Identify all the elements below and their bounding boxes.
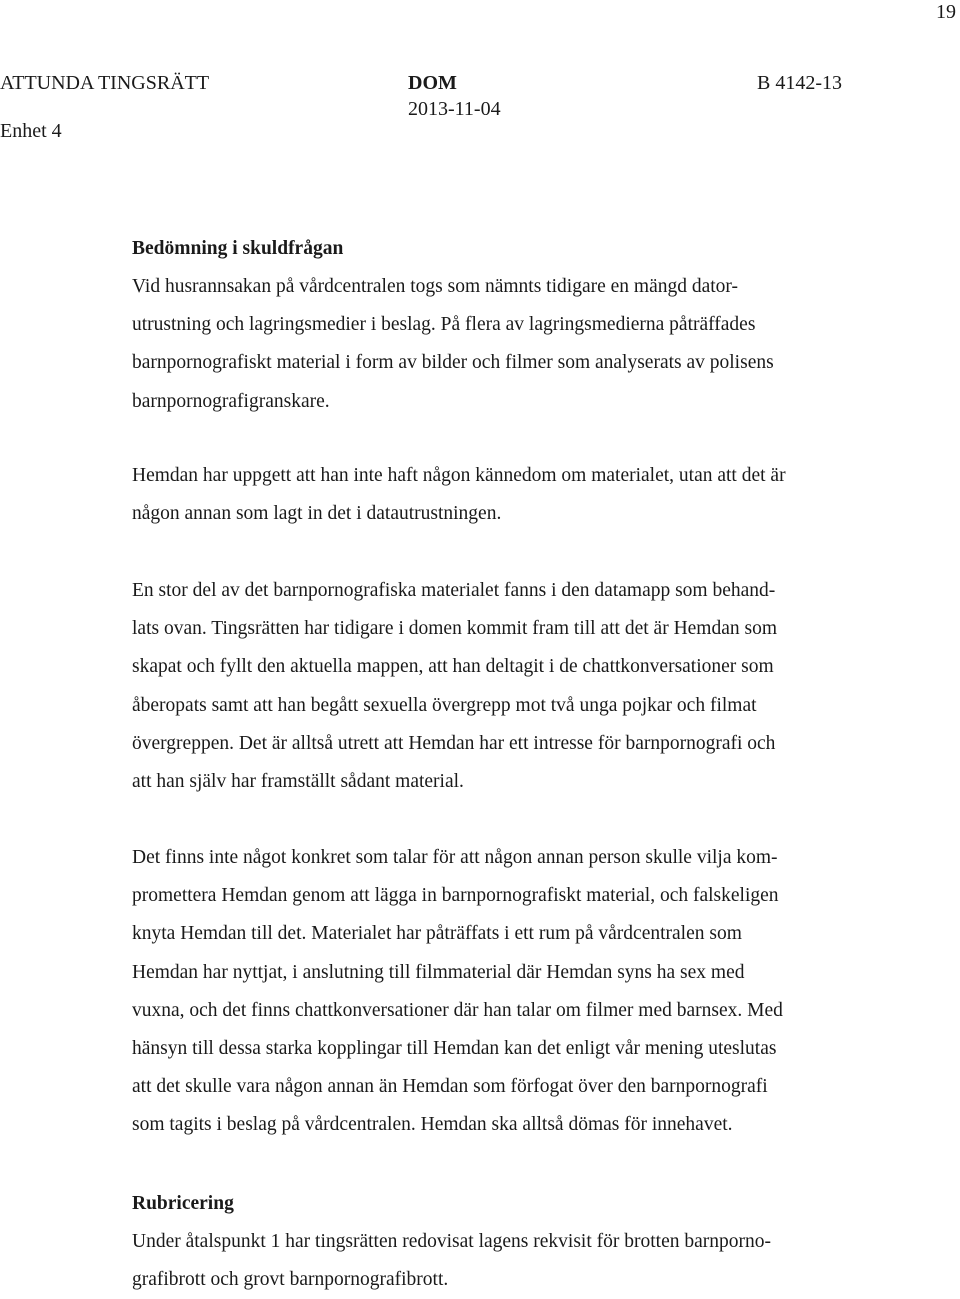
section-heading-guilt: Bedömning i skuldfrågan bbox=[132, 238, 344, 259]
paragraph-line: grafibrott och grovt barnpornografibrott. bbox=[132, 1269, 449, 1291]
case-number: B 4142-13 bbox=[757, 72, 842, 94]
paragraph-line: att han själv har framställt sådant material. bbox=[132, 770, 464, 792]
court-name: ATTUNDA TINGSRÄTT bbox=[0, 72, 210, 94]
document-date: 2013-11-04 bbox=[408, 98, 501, 120]
paragraph-line: Det finns inte något konkret som talar för att någon annan person skulle vilja kom- bbox=[132, 847, 778, 868]
section-heading-classification: Rubricering bbox=[132, 1193, 234, 1214]
paragraph-line: vuxna, och det finns chattkonversationer där han talar om filmer med barnsex. Med bbox=[132, 999, 783, 1021]
paragraph-1 bbox=[132, 268, 774, 421]
paragraph-line: Hemdan har uppgett att han inte haft någon kännedom om materialet, utan att det är bbox=[132, 465, 786, 486]
paragraph-line: En stor del av det barnpornografiska materialet fanns i den datamapp som behand- bbox=[132, 580, 776, 601]
paragraph-2 bbox=[132, 457, 786, 533]
paragraph-line: hänsyn till dessa starka kopplingar till Hemdan kan det enligt vår mening uteslutas bbox=[132, 1037, 777, 1059]
paragraph-line: lats ovan. Tingsrätten har tidigare i domen kommit fram till att det är Hemdan som bbox=[132, 618, 778, 640]
paragraph-line: åberopats samt att han begått sexuella övergrepp mot två unga pojkar och filmat bbox=[132, 694, 757, 716]
paragraph-line: som tagits i beslag på vårdcentralen. Hemdan ska alltså dömas för innehavet. bbox=[132, 1114, 733, 1136]
page-number: 19 bbox=[936, 1, 956, 23]
court-unit: Enhet 4 bbox=[0, 120, 62, 142]
paragraph-line: skapat och fyllt den aktuella mappen, att han deltagit i de chattkonversationer som bbox=[132, 656, 774, 678]
paragraph-line: övergreppen. Det är alltså utrett att Hemdan har ett intresse för barnpornografi och bbox=[132, 732, 776, 754]
paragraph-line: att det skulle vara någon annan än Hemdan som förfogat över den barnpornografi bbox=[132, 1076, 768, 1098]
paragraph-line: promettera Hemdan genom att lägga in barnpornografiskt material, och falskeligen bbox=[132, 885, 779, 907]
paragraph-line: Under åtalspunkt 1 har tingsrätten redovisat lagens rekvisit för brotten barnporno- bbox=[132, 1231, 771, 1252]
paragraph-line: utrustning och lagringsmedier i beslag. På flera av lagringsmedierna påträffades bbox=[132, 314, 756, 336]
document-type: DOM bbox=[408, 72, 457, 94]
paragraph-line: barnpornografigranskare. bbox=[132, 390, 330, 412]
paragraph-5 bbox=[132, 1223, 771, 1299]
paragraph-4 bbox=[132, 839, 783, 1145]
paragraph-line: Vid husrannsakan på vårdcentralen togs som nämnts tidigare en mängd dator- bbox=[132, 276, 739, 297]
paragraph-line: Hemdan har nyttjat, i anslutning till filmmaterial där Hemdan syns ha sex med bbox=[132, 961, 745, 983]
paragraph-line: knyta Hemdan till det. Materialet har påträffats i ett rum på vårdcentralen som bbox=[132, 923, 742, 945]
paragraph-line: någon annan som lagt in det i datautrustningen. bbox=[132, 503, 502, 525]
paragraph-line: barnpornografiskt material i form av bilder och filmer som analyserats av polisens bbox=[132, 352, 774, 374]
paragraph-3 bbox=[132, 572, 777, 801]
